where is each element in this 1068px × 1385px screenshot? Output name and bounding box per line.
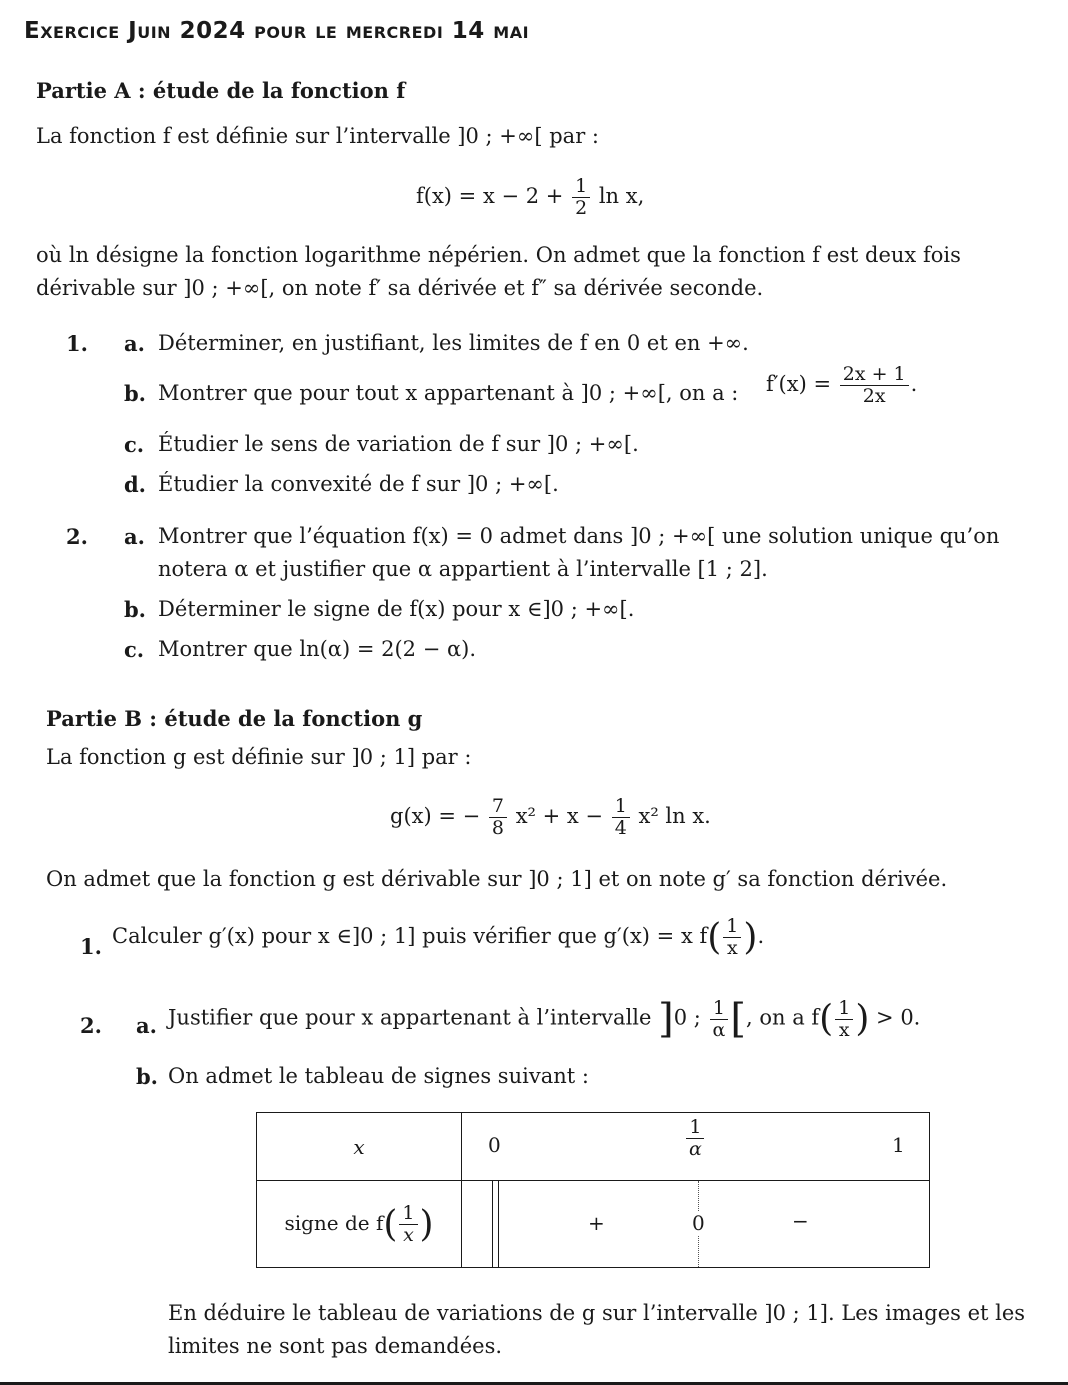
paren-open: ( bbox=[383, 1203, 398, 1245]
x-value-one-over-alpha bbox=[684, 1117, 707, 1160]
fraction-denominator: x bbox=[403, 1223, 414, 1246]
b-question-1 bbox=[112, 916, 764, 959]
f-arg-fraction bbox=[835, 998, 853, 1041]
paren-close: ) bbox=[855, 998, 870, 1040]
question-2a-text-line1: Montrer que l’équation f(x) = 0 admet dans ]0 ; +∞[ une solution unique qu’on bbox=[158, 524, 1000, 548]
b-question-2a-end: > 0. bbox=[876, 1005, 921, 1030]
fraction-denominator: 2x bbox=[862, 384, 886, 407]
g-formula bbox=[390, 796, 711, 839]
question-1c-label: c. bbox=[124, 432, 145, 457]
x-value-zero: 0 bbox=[488, 1133, 501, 1157]
g-fraction-2 bbox=[612, 796, 630, 839]
question-2b-text: Déterminer le signe de f(x) pour x ∈]0 ; +∞[. bbox=[158, 597, 635, 621]
question-1c-text: Étudier le sens de variation de f sur ]0 ; +∞[. bbox=[158, 432, 639, 456]
question-1d-text: Étudier la convexité de f sur ]0 ; +∞[. bbox=[158, 472, 559, 496]
part-b-intro: La fonction g est définie sur ]0 ; 1] par : bbox=[46, 745, 472, 769]
fraction-denominator: 8 bbox=[491, 816, 504, 839]
g-fraction-1 bbox=[489, 796, 507, 839]
question-2c-label: c. bbox=[124, 637, 145, 662]
interval-fraction bbox=[710, 998, 729, 1041]
question-1a-label: a. bbox=[124, 331, 145, 356]
b-question-1-text: Calculer g′(x) pour x ∈]0 ; 1] puis vérifier que g′(x) = x f bbox=[112, 923, 708, 948]
bracket-open: ] bbox=[658, 996, 674, 1042]
x-value-one: 1 bbox=[892, 1133, 905, 1157]
fraction-numerator: 1 bbox=[723, 916, 741, 938]
paren-open: ( bbox=[819, 998, 834, 1040]
fraction-denominator: x bbox=[726, 936, 738, 959]
question-2c-text: Montrer que ln(α) = 2(2 − α). bbox=[158, 637, 477, 661]
f-prime-fraction bbox=[840, 364, 909, 407]
fraction-numerator: 1 bbox=[572, 176, 590, 198]
fraction-denominator: α bbox=[689, 1137, 702, 1160]
fraction-numerator: 2x + 1 bbox=[840, 364, 909, 386]
fraction-numerator: 1 bbox=[612, 796, 630, 818]
fraction-numerator: 7 bbox=[489, 796, 507, 818]
part-a-text1: où ln désigne la fonction logarithme népérien. On admet que la fonction f est deux fois bbox=[36, 243, 961, 267]
g-formula-left: g(x) = − bbox=[390, 803, 481, 828]
b-question-2a-after: , on a f bbox=[746, 1005, 820, 1030]
fraction-numerator: 1 bbox=[399, 1203, 417, 1225]
conclusion-line2: limites ne sont pas demandées. bbox=[168, 1334, 503, 1358]
b-question-2b-label: b. bbox=[136, 1064, 158, 1089]
question-2a-label: a. bbox=[124, 524, 145, 549]
fraction-numerator: 1 bbox=[835, 998, 853, 1020]
paren-close: ) bbox=[743, 916, 758, 958]
fraction-denominator: 2 bbox=[575, 196, 588, 219]
question-1b-text: Montrer que pour tout x appartenant à ]0 ; +∞[, on a : bbox=[158, 381, 739, 405]
f-formula-left: f(x) = x − 2 + bbox=[416, 183, 564, 208]
sign-label: signe de f bbox=[284, 1210, 384, 1235]
table-sign-values bbox=[462, 1181, 930, 1268]
question-2-number: 2. bbox=[66, 524, 88, 549]
g-formula-right: x² ln x. bbox=[638, 803, 711, 828]
double-bar bbox=[492, 1181, 499, 1267]
question-2a-text-line2: notera α et justifier que α appartient à l’intervalle [1 ; 2]. bbox=[158, 557, 768, 581]
b-question-2a-label: a. bbox=[136, 1013, 157, 1038]
period: . bbox=[910, 371, 918, 396]
f-formula-right: ln x, bbox=[598, 183, 645, 208]
question-1d-label: d. bbox=[124, 472, 146, 497]
f-formula bbox=[416, 176, 644, 219]
fraction-numerator: 1 bbox=[710, 998, 728, 1020]
table-sign-header bbox=[257, 1181, 462, 1268]
paren-close: ) bbox=[419, 1203, 434, 1245]
fraction-numerator: 1 bbox=[686, 1117, 704, 1139]
exercise-title: Exercice Juin 2024 pour le mercredi 14 mai bbox=[24, 18, 530, 44]
fraction-denominator: x bbox=[838, 1018, 850, 1041]
b-question-2a bbox=[168, 996, 920, 1042]
b-question-2b-text: On admet le tableau de signes suivant : bbox=[168, 1064, 589, 1088]
sign-plus: + bbox=[588, 1211, 605, 1236]
fraction-denominator: α bbox=[712, 1018, 726, 1041]
sign-table bbox=[256, 1112, 930, 1268]
g-formula-mid: x² + x − bbox=[515, 803, 604, 828]
interval-left: 0 ; bbox=[673, 1005, 701, 1030]
b-question-2a-text: Justifier que pour x appartenant à l’intervalle bbox=[168, 1005, 652, 1030]
sign-zero: 0 bbox=[692, 1211, 705, 1236]
b-q1-fraction bbox=[723, 916, 741, 959]
one-over-alpha-fraction bbox=[686, 1117, 705, 1160]
bracket-close: [ bbox=[730, 996, 746, 1042]
b-question-2-number: 2. bbox=[80, 1013, 102, 1038]
table-x-values bbox=[462, 1113, 930, 1181]
part-b-heading: Partie B : étude de la fonction g bbox=[46, 706, 423, 731]
question-1b-label: b. bbox=[124, 381, 146, 406]
b-question-1-number: 1. bbox=[80, 934, 102, 959]
x-label: x bbox=[353, 1134, 365, 1159]
question-1-number: 1. bbox=[66, 331, 88, 356]
part-a-text2: dérivable sur ]0 ; +∞[, on note f′ sa dérivée et f″ sa dérivée seconde. bbox=[36, 276, 764, 300]
fraction-denominator: 4 bbox=[614, 816, 627, 839]
paren-open: ( bbox=[707, 916, 722, 958]
period: . bbox=[757, 923, 765, 948]
f-prime-label: f′(x) = bbox=[766, 371, 832, 396]
part-a-intro: La fonction f est définie sur l’intervalle ]0 ; +∞[ par : bbox=[36, 124, 599, 148]
f-formula-fraction bbox=[572, 176, 590, 219]
sign-minus: − bbox=[792, 1209, 809, 1234]
part-a-heading: Partie A : étude de la fonction f bbox=[36, 78, 406, 103]
question-1a-text: Déterminer, en justifiant, les limites de f en 0 et en +∞. bbox=[158, 331, 749, 355]
table-x-header bbox=[257, 1113, 462, 1181]
sign-fraction bbox=[399, 1203, 417, 1246]
conclusion-line1: En déduire le tableau de variations de g sur l’intervalle ]0 ; 1]. Les images et les bbox=[168, 1301, 1026, 1325]
question-2b-label: b. bbox=[124, 597, 146, 622]
part-b-text1: On admet que la fonction g est dérivable sur ]0 ; 1] et on note g′ sa fonction dérivée. bbox=[46, 867, 948, 891]
question-1b-formula bbox=[766, 364, 917, 407]
